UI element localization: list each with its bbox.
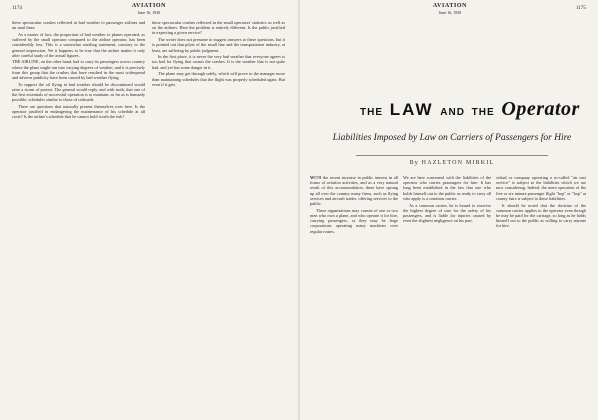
title-and: AND bbox=[440, 107, 465, 118]
byline: By HAZLETON MIRKIL bbox=[409, 160, 495, 166]
left-page bbox=[0, 0, 298, 420]
right-column-3 bbox=[496, 175, 586, 414]
paragraph: There are questions that naturally present themselves over here. Is the operator justified in endangering the maintenance of his schedule at all costs? Is the airline's schedule that he cannot hold worth the risk? bbox=[12, 104, 145, 120]
right-column-1 bbox=[310, 175, 398, 414]
paragraph: these spectacular crashes reflected in bad weather to passenger airlines and air mail lines. bbox=[12, 20, 145, 31]
title-pre: THE bbox=[360, 107, 383, 118]
title-word-law: LAW bbox=[389, 100, 434, 119]
article-subtitle: Liabilities Imposed by Law on Carriers of Passengers for Hire bbox=[332, 133, 572, 143]
title-the: THE bbox=[471, 107, 495, 118]
paragraph: These organizations may consist of one or two men who own a plane, and who operate it for hire, carrying passengers, or they may be large corporations operating many machines over regular routes. bbox=[310, 207, 398, 234]
right-column-2 bbox=[403, 175, 491, 414]
left-column-1 bbox=[12, 20, 145, 414]
left-page-number: 1174 bbox=[12, 6, 22, 11]
left-column-2 bbox=[152, 20, 285, 414]
left-date: June 16, 1930 bbox=[137, 10, 161, 15]
right-masthead: AVIATION bbox=[432, 3, 468, 9]
paragraph: The plane may get through safely, which will prove to the manager more than maintaining schedules that the flight was properly scheduled again. But even if it gets bbox=[152, 71, 285, 87]
right-date: June 16, 1930 bbox=[438, 10, 462, 15]
paragraph: WITH the recent increase in public interest in all forms of aviation activities, and as a very natural result of this accommodation, there have sprung up all over the country many firms, such as flying services and aircraft trades, offering services to the public. bbox=[310, 175, 398, 207]
paragraph: THE AIRLINE, on the other hand, had to carry its passengers across country where the plane might run into varying degrees of weather, and it is precisely from this group that the crashes that have resulted in the most widespread and adverse publicity have been caused by bad weather flying. bbox=[12, 59, 145, 81]
right-page-number: 1175 bbox=[576, 6, 586, 11]
paragraph: As a matter of fact, the proportion of bad weather to planes operated, as suffered by the small operator compared to the airline operator, has been considerably less. This is a somewhat startling statement, contrary to the general impression. Yet it happens to be true that the airline makes it only after careful study of the actual figures. bbox=[12, 31, 145, 58]
paragraph: vidual or company operating a so-called "air taxi service" is subject to the liabilities which we are now considering. Indeed, the mere operation of the five or six minute passenger flight "hop" or "hop" at county fairs is subject to these liabilities. bbox=[496, 175, 586, 201]
paragraph: It should be noted that the doctrine of the common carrier applies to the operator even though he may be paid for the carriage, so long as he holds himself out to the public as willing to carry anyone for hire. bbox=[496, 202, 586, 229]
paragraph: As a common carrier, he is bound to exercise the highest degree of care for the safety of his passengers, and is liable for injuries caused by even the slightest negligence on his part. bbox=[403, 202, 491, 224]
title-word-operator: Operator bbox=[501, 98, 580, 120]
paragraph: these spectacular crashes reflected in the small operators' statistics as well as on the airlines. Here the problem is entirely different. Is the public justified in expecting a given service? bbox=[152, 20, 285, 36]
divider bbox=[356, 155, 548, 156]
article-title bbox=[360, 98, 580, 121]
left-masthead: AVIATION bbox=[131, 3, 167, 9]
paragraph: To support the oil flying in bad weather should be discontinued would raise a storm of protest. The general would reply, and with truth, that one of the first essentials of successful operation is to maintain, as far as is humanly possible, schedules similar to those of railroads. bbox=[12, 81, 145, 103]
paragraph: The writer does not presume to suggest answers to these questions, but it is pointed out that pilots of the small line and the transportation industry, at least, are suffering by public judgment. bbox=[152, 37, 285, 53]
paragraph: We are here concerned with the liabilities of the operator who carries passengers for hire. It has long been established in the law that one who holds himself out to the public as ready to carry all who apply is a common carrier. bbox=[403, 175, 491, 201]
paragraph: In the first place, it is never the very bad weather that everyone agrees is too bad for flying that causes the crashes. It is the weather that is not quite bad, and yet has some danger in it. bbox=[152, 54, 285, 70]
